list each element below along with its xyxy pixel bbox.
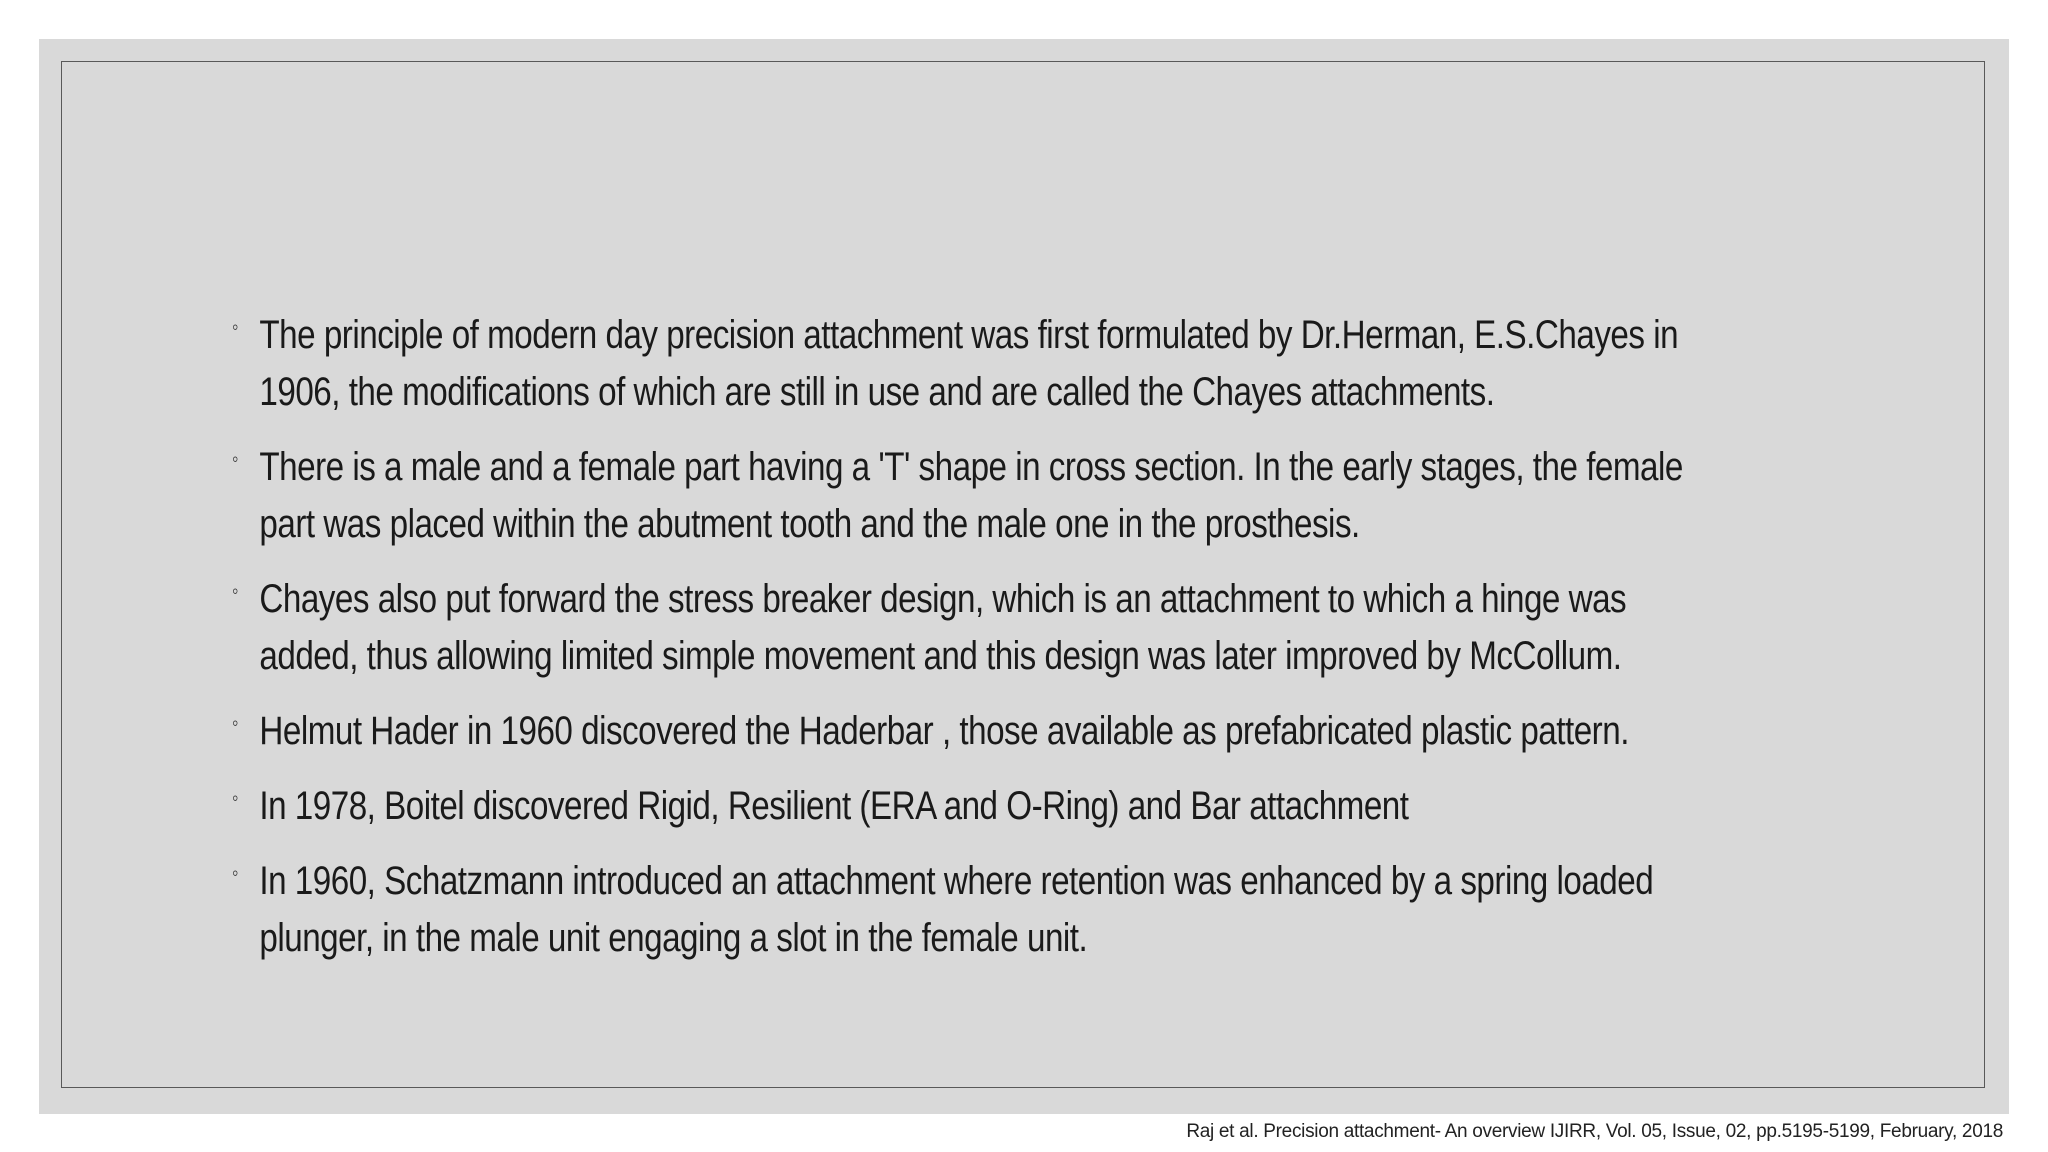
bullet-text: In 1960, Schatzmann introduced an attachment where retention was enhanced by a spring loaded plunger, in the male unit engaging a slot in the female unit. — [259, 859, 1654, 960]
bullet-item — [232, 571, 1709, 685]
bullet-text: The principle of modern day precision attachment was first formulated by Dr.Herman, E.S.Chayes in 1906, the modifications of which are still in use and are called the Chayes attachments. — [259, 313, 1679, 414]
bullet-text: Chayes also put forward the stress breaker design, which is an attachment to which a hinge was added, thus allowing limited simple movement and this design was later improved by McCollum. — [259, 577, 1627, 678]
bullet-text: Helmut Hader in 1960 discovered the Haderbar , those available as prefabricated plastic pattern. — [259, 709, 1629, 753]
bullet-text: There is a male and a female part having a 'T' shape in cross section. In the early stages, the female part was placed within the abutment tooth and the male one in the prosthesis. — [259, 445, 1683, 546]
slide — [39, 39, 2009, 1114]
bullet-marker-icon: ◦ — [232, 860, 238, 885]
bullet-marker-icon: ◦ — [232, 314, 238, 339]
bullet-item — [232, 853, 1709, 967]
bullet-marker-icon: ◦ — [232, 578, 238, 603]
bullet-item — [232, 703, 1709, 760]
bullet-item — [232, 778, 1709, 835]
bullet-list — [232, 307, 1932, 985]
bullet-marker-icon: ◦ — [232, 446, 238, 471]
bullet-item — [232, 439, 1709, 553]
bullet-marker-icon: ◦ — [232, 710, 238, 735]
bullet-text: In 1978, Boitel discovered Rigid, Resilient (ERA and O-Ring) and Bar attachment — [259, 784, 1409, 828]
bullet-marker-icon: ◦ — [232, 785, 238, 810]
citation-footer: Raj et al. Precision attachment- An overview IJIRR, Vol. 05, Issue, 02, pp.5195-5199, February, 2018 — [1186, 1121, 2003, 1142]
bullet-item — [232, 307, 1709, 421]
